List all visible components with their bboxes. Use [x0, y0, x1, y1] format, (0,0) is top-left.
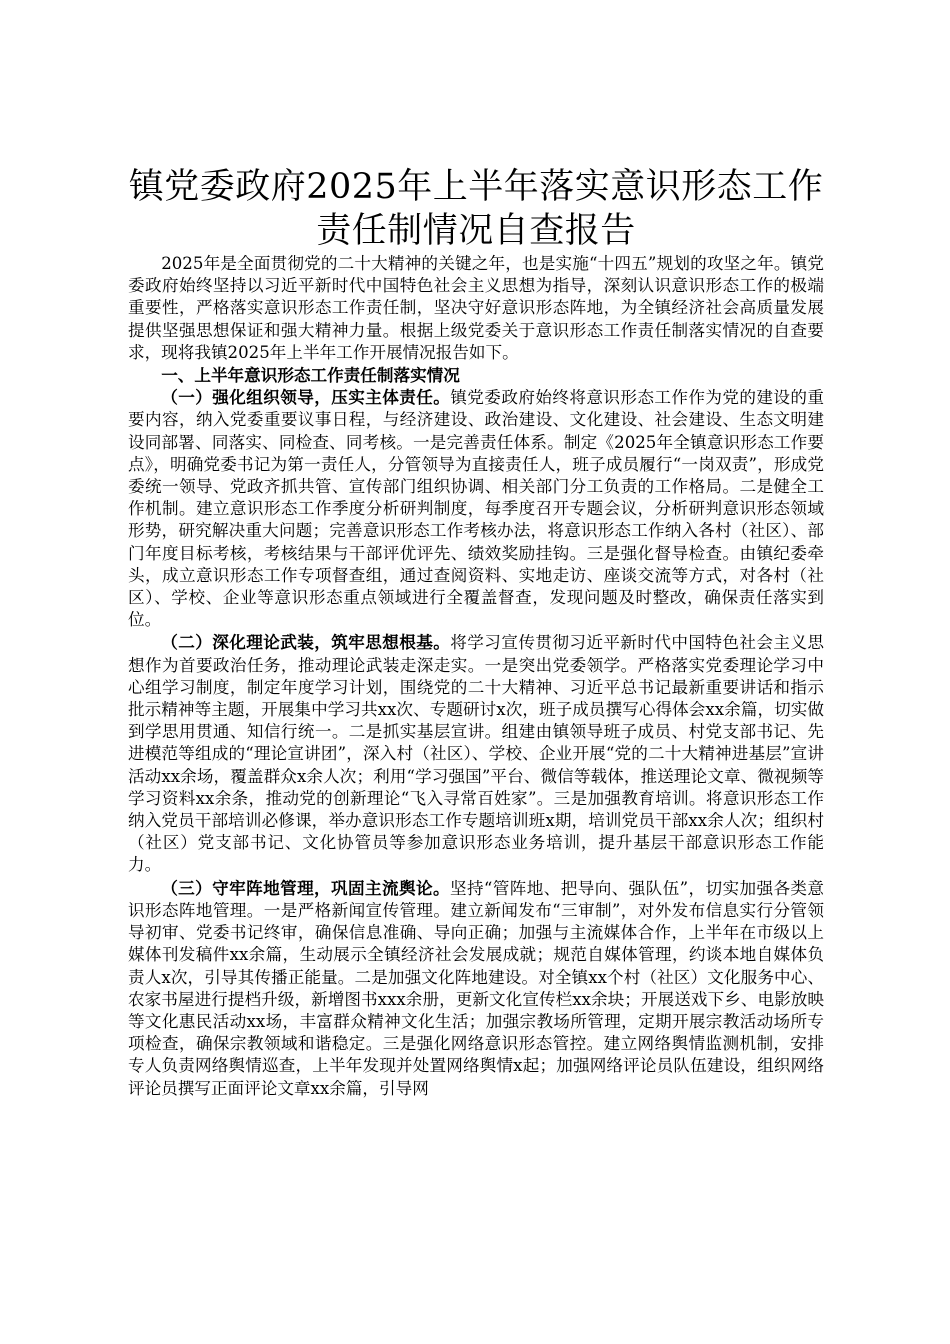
- subsection-lead-2: （二）深化理论武装，筑牢思想根基。: [161, 632, 451, 653]
- intro-paragraph: 2025年是全面贯彻党的二十大精神的关键之年，也是实施“十四五”规划的攻坚之年。镇党委政府始终坚持以习近平新时代中国特色社会主义思想为指导，深刻认识意识形态工作的极端重要性，严格落实意识形态工作责任制，坚决守好意识形态阵地，为全镇经济社会高质量发展提供坚强思想保证和强大精神力量。根据上级党委关于意识形态工作责任制落实情况的自查要求，现将我镇2025年上半年工作开展情况报告如下。: [128, 254, 824, 362]
- subsection-text-2: 将学习宣传贯彻习近平新时代中国特色社会主义思想作为首要政治任务，推动理论武装走深走实。一是突出党委领学。严格落实党委理论学习中心组学习制度，制定年度学习计划，围绕党的二十大精神、习近平总书记最新重要讲话和指示批示精神等主题，开展集中学习共xx次、专题研讨x次，班子成员撰写心得体会xx余篇，切实做到学思用贯通、知信行统一。二是抓实基层宣讲。组建由镇领导班子成员、村党支部书记、先进模范等组成的“理论宣讲团”，深入村（社区）、学校、企业开展“党的二十大精神进基层”宣讲活动xx余场，覆盖群众x余人次；利用“学习强国”平台、微信等载体，推送理论文章、微视频等学习资料xx余条，推动党的创新理论“飞入寻常百姓家”。三是加强教育培训。将意识形态工作纳入党员干部培训必修课，举办意识形态工作专题培训班x期，培训党员干部xx余人次；组织村（社区）党支部书记、文化协管员等参加意识形态业务培训，提升基层干部意识形态工作能力。: [128, 633, 825, 875]
- document-page: [128, 165, 824, 1100]
- subsection-paragraph-2: [128, 631, 824, 876]
- document-title-line-2: 责任制情况自查报告: [316, 211, 636, 251]
- subsection-text-3: 坚持“管阵地、把导向、强队伍”，切实加强各类意识形态阵地管理。一是严格新闻宣传管理。建立新闻发布“三审制”，对外发布信息实行分管领导初审、党委书记终审，确保信息准确、导向正确；加强与主流媒体合作，上半年在市级以上媒体刊发稿件xx余篇，生动展示全镇经济社会发展成就；规范自媒体管理，约谈本地自媒体负责人x次，引导其传播正能量。二是加强文化阵地建设。对全镇xx个村（社区）文化服务中心、农家书屋进行提档升级，新增图书xxx余册，更新文化宣传栏xx余块；开展送戏下乡、电影放映等文化惠民活动xx场，丰富群众精神文化生活；加强宗教场所管理，定期开展宗教活动场所专项检查，确保宗教领域和谐稳定。三是强化网络意识形态管控。建立网络舆情监测机制，安排专人负责网络舆情巡查，上半年发现并处置网络舆情x起；加强网络评论员队伍建设，组织网络评论员撰写正面评论文章xx余篇，引导网: [128, 878, 825, 1098]
- subsection-lead-3: （三）守牢阵地管理，巩固主流舆论。: [161, 877, 450, 898]
- document-title-line-1: 镇党委政府2025年上半年落实意识形态工作: [128, 167, 824, 207]
- subsection-text-1: 镇党委政府始终将意识形态工作作为党的建设的重要内容，纳入党委重要议事日程，与经济建设、政治建设、文化建设、社会建设、生态文明建设同部署、同落实、同检查、同考核。一是完善责任体系。制定《2025年全镇意识形态工作要点》，明确党委书记为第一责任人，分管领导为直接责任人，班子成员履行“一岗双责”，形成党委统一领导、党政齐抓共管、宣传部门组织协调、相关部门分工负责的工作格局。二是健全工作机制。建立意识形态工作季度分析研判制度，每季度召开专题会议，分析研判意识形态领域形势，研究解决重大问题；完善意识形态工作考核办法，将意识形态工作纳入各村（社区）、部门年度目标考核，考核结果与干部评优评先、绩效奖励挂钩。三是强化督导检查。由镇纪委牵头，成立意识形态工作专项督查组，通过查阅资料、实地走访、座谈交流等方式，对各村（社区）、学校、企业等意识形态重点领域进行全覆盖督查，发现问题及时整改，确保责任落实到位。: [128, 388, 825, 630]
- subsection-paragraph-1: [128, 386, 824, 631]
- subsection-lead-1: （一）强化组织领导，压实主体责任。: [161, 387, 451, 408]
- subsection-paragraph-3: [128, 877, 824, 1100]
- section-heading: 一、上半年意识形态工作责任制落实情况: [161, 365, 460, 386]
- document-title: [128, 165, 824, 253]
